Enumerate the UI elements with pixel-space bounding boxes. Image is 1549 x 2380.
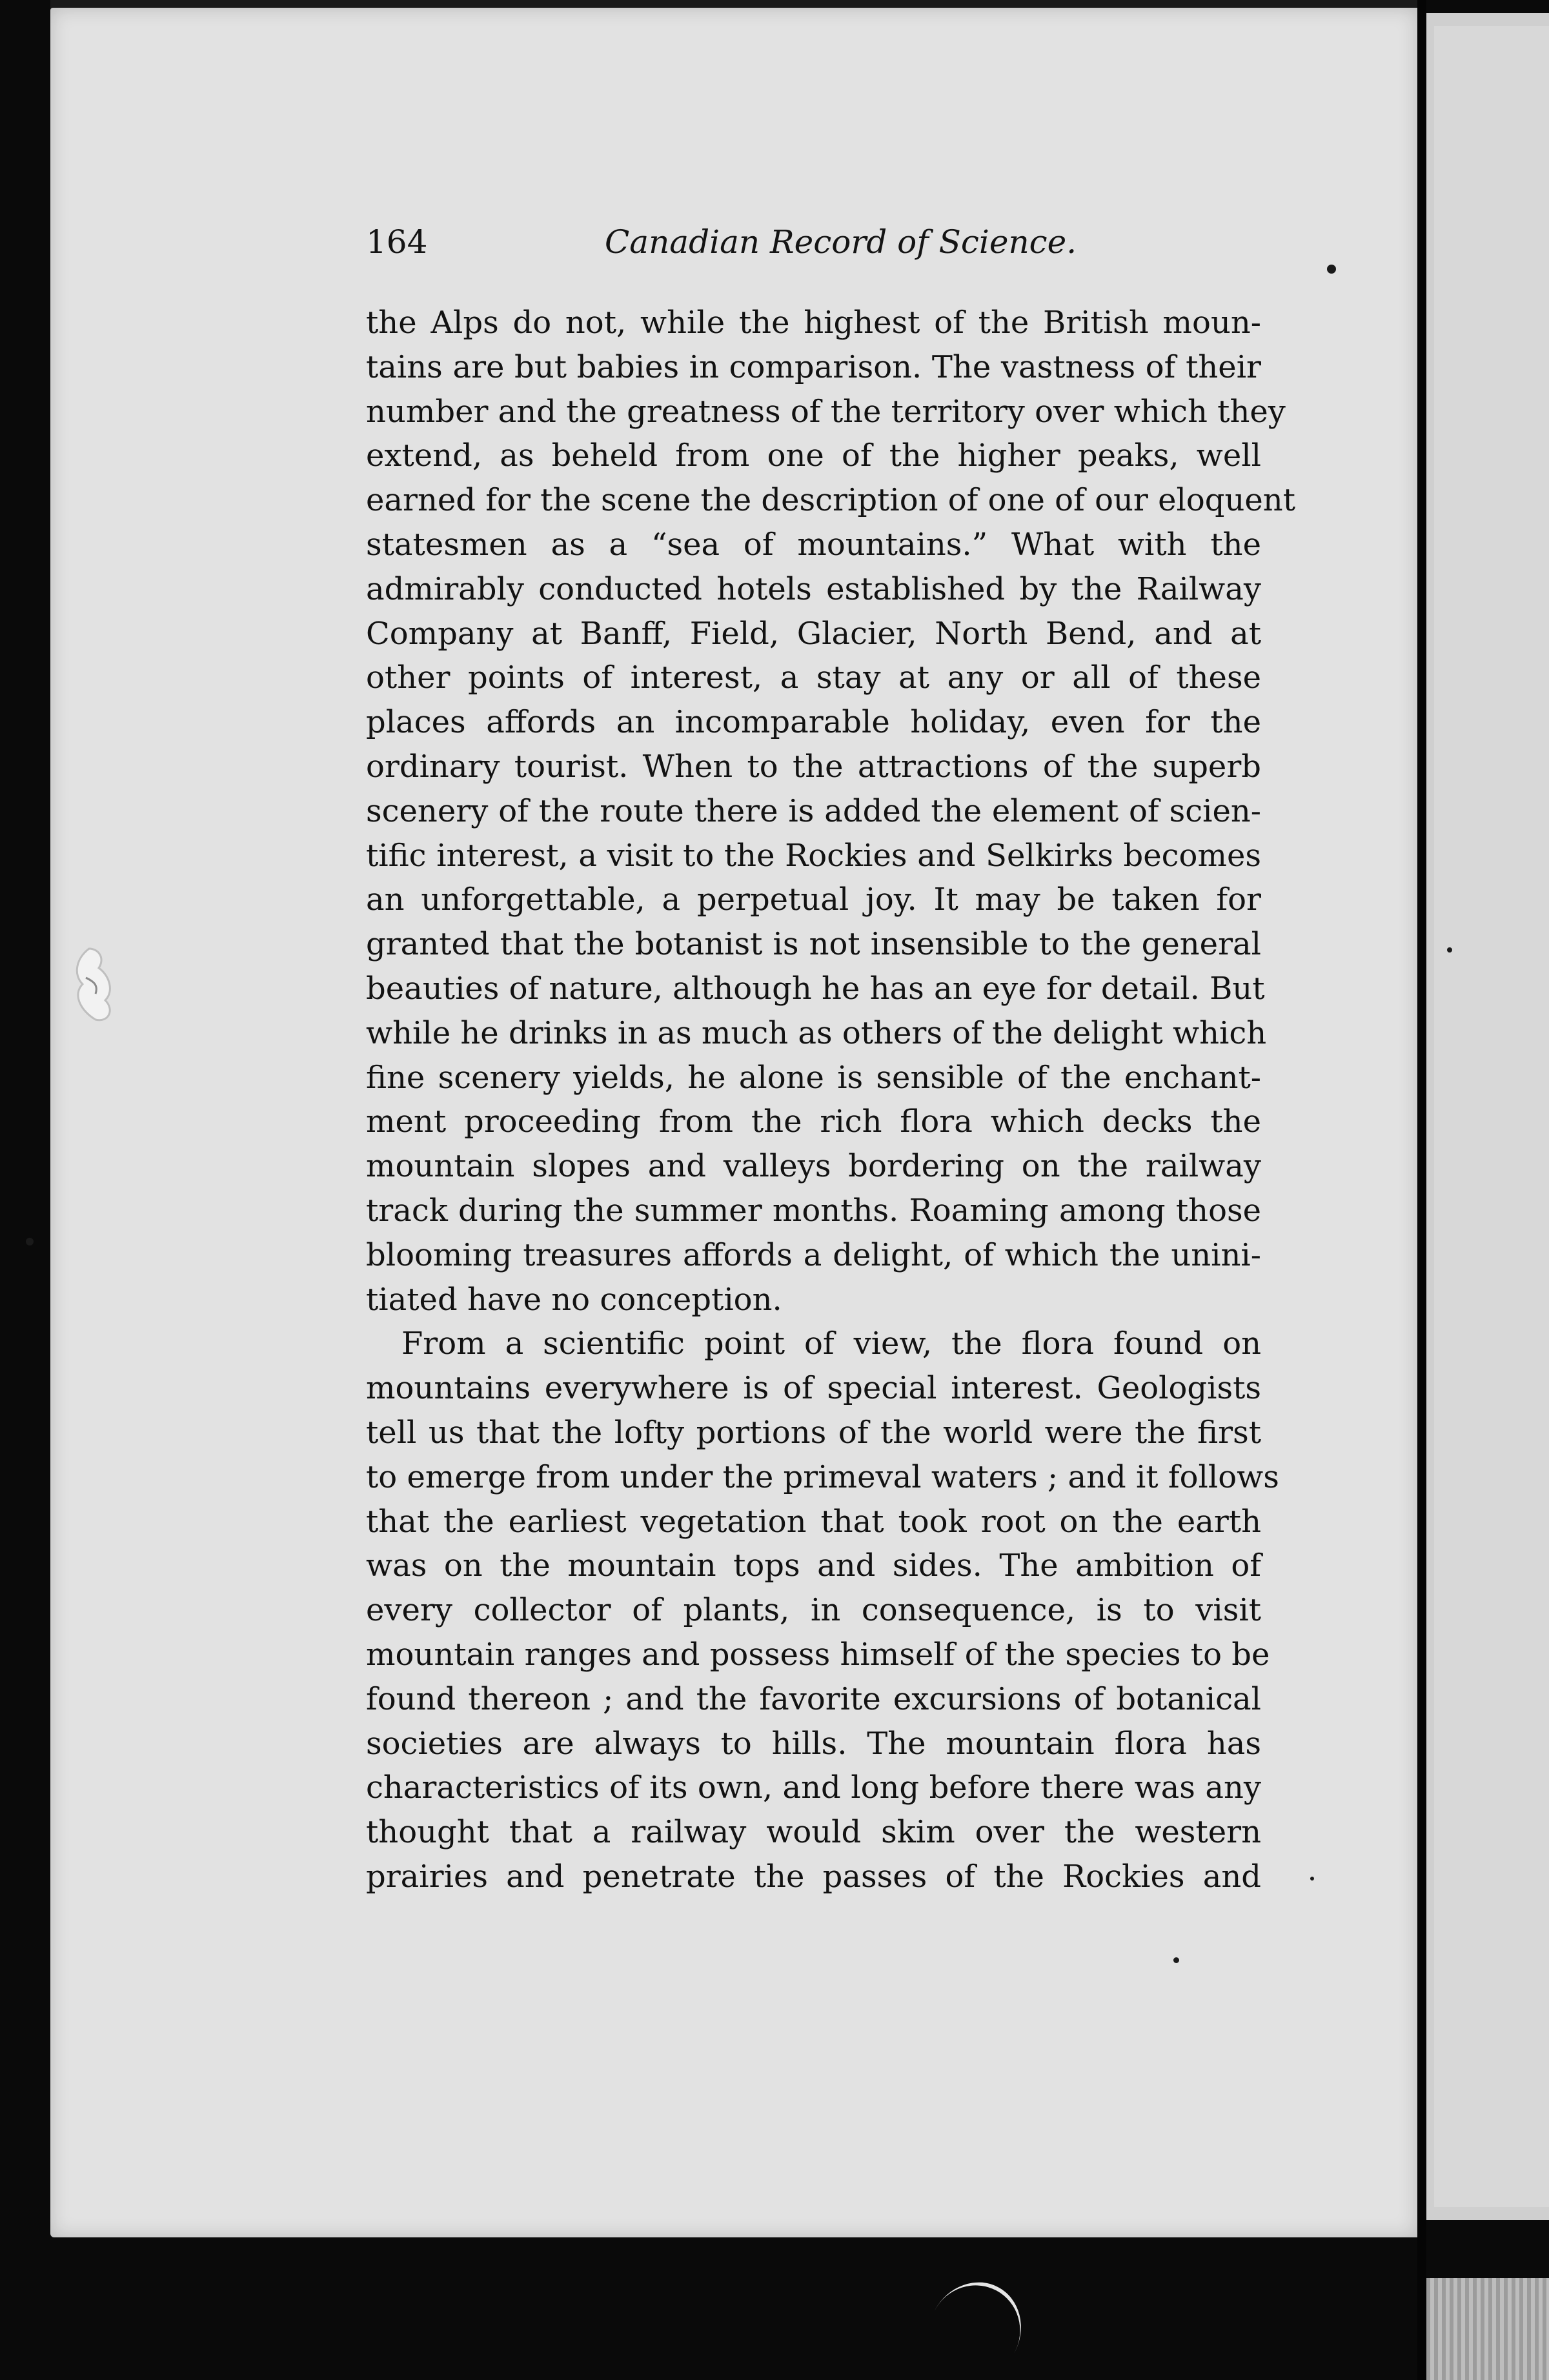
text-line: other points of interest, a stay at any or all of these <box>366 660 1261 696</box>
paper-fold-mark <box>911 2266 1038 2380</box>
text-line: tell us that the lofty portions of the world were the first <box>366 1414 1261 1451</box>
text-line: From a scientific point of view, the flora found on <box>401 1326 1261 1362</box>
text-line: to emerge from under the primeval waters ; and it follows <box>366 1458 1279 1495</box>
text-line: every collector of plants, in consequence, is to visit <box>366 1592 1261 1629</box>
running-head <box>366 223 1261 268</box>
text-line: that the earliest vegetation that took root on the earth <box>366 1503 1261 1540</box>
text-line: was on the mountain tops and sides. The ambition of <box>366 1548 1261 1584</box>
text-line: ment proceeding from the rich flora which decks the <box>366 1104 1261 1140</box>
text-line: characteristics of its own, and long before there was any <box>366 1770 1261 1806</box>
text-line: track during the summer months. Roaming among those <box>366 1192 1261 1229</box>
text-line: tains are but babies in comparison. The vastness of their <box>366 348 1261 385</box>
text-line: thought that a railway would skim over the western <box>366 1814 1261 1851</box>
text-line: an unforgettable, a perpetual joy. It may be taken for <box>366 882 1261 918</box>
dust-speck <box>1173 1957 1179 1963</box>
journal-title: Canadian Record of Science. <box>605 223 1077 261</box>
scan-target-strip <box>1426 2278 1549 2380</box>
text-line: societies are always to hills. The mountain flora has <box>366 1725 1261 1762</box>
text-line: earned for the scene the description of one of our eloquent <box>366 482 1295 519</box>
text-line: tific interest, a visit to the Rockies and Selkirks becomes <box>366 837 1261 874</box>
dust-speck <box>1310 1877 1314 1881</box>
text-line: mountain ranges and possess himself of the species to be <box>366 1636 1270 1673</box>
text-line: places affords an incomparable holiday, even for the <box>366 704 1261 741</box>
text-line: mountains everywhere is of special interest. Geologists <box>366 1370 1261 1407</box>
dust-speck <box>1327 265 1336 274</box>
text-line: found thereon ; and the favorite excursions of botanical <box>366 1680 1261 1717</box>
text-line: ordinary tourist. When to the attractions of the superb <box>366 748 1261 785</box>
text-line: mountain slopes and valleys bordering on the railway <box>366 1148 1261 1185</box>
text-line: the Alps do not, while the highest of the British moun- <box>366 305 1261 341</box>
text-line: scenery of the route there is added the element of scien- <box>366 792 1261 829</box>
text-line: fine scenery yields, he alone is sensible of the enchant- <box>366 1059 1261 1096</box>
book-spine <box>1417 0 1426 2380</box>
text-line: beauties of nature, although he has an eye for detail. But <box>366 970 1265 1007</box>
ink-smudge <box>70 945 121 1026</box>
facing-page-surface <box>1434 26 1549 2207</box>
dust-speck <box>26 1238 34 1245</box>
text-line: statesmen as a “sea of mountains.” What with the <box>366 526 1261 563</box>
text-line: prairies and penetrate the passes of the Rockies and <box>366 1858 1261 1895</box>
text-line: granted that the botanist is not insensible to the general <box>366 926 1261 963</box>
paragraph <box>366 1322 1279 1899</box>
text-line: blooming treasures affords a delight, of which the unini- <box>366 1236 1261 1273</box>
page-number: 164 <box>366 223 428 261</box>
text-line: extend, as beheld from one of the higher peaks, well <box>366 438 1261 474</box>
text-line: number and the greatness of the territory over which they <box>366 393 1286 430</box>
body-text <box>366 301 1295 1899</box>
text-line: admirably conducted hotels established by the Railway <box>366 570 1261 607</box>
paragraph <box>366 301 1295 1322</box>
dust-speck <box>1447 947 1452 953</box>
text-line: Company at Banff, Field, Glacier, North Bend, and at <box>366 615 1261 652</box>
text-line: while he drinks in as much as others of the delight which <box>366 1014 1267 1051</box>
text-line: tiated have no conception. <box>366 1281 782 1318</box>
